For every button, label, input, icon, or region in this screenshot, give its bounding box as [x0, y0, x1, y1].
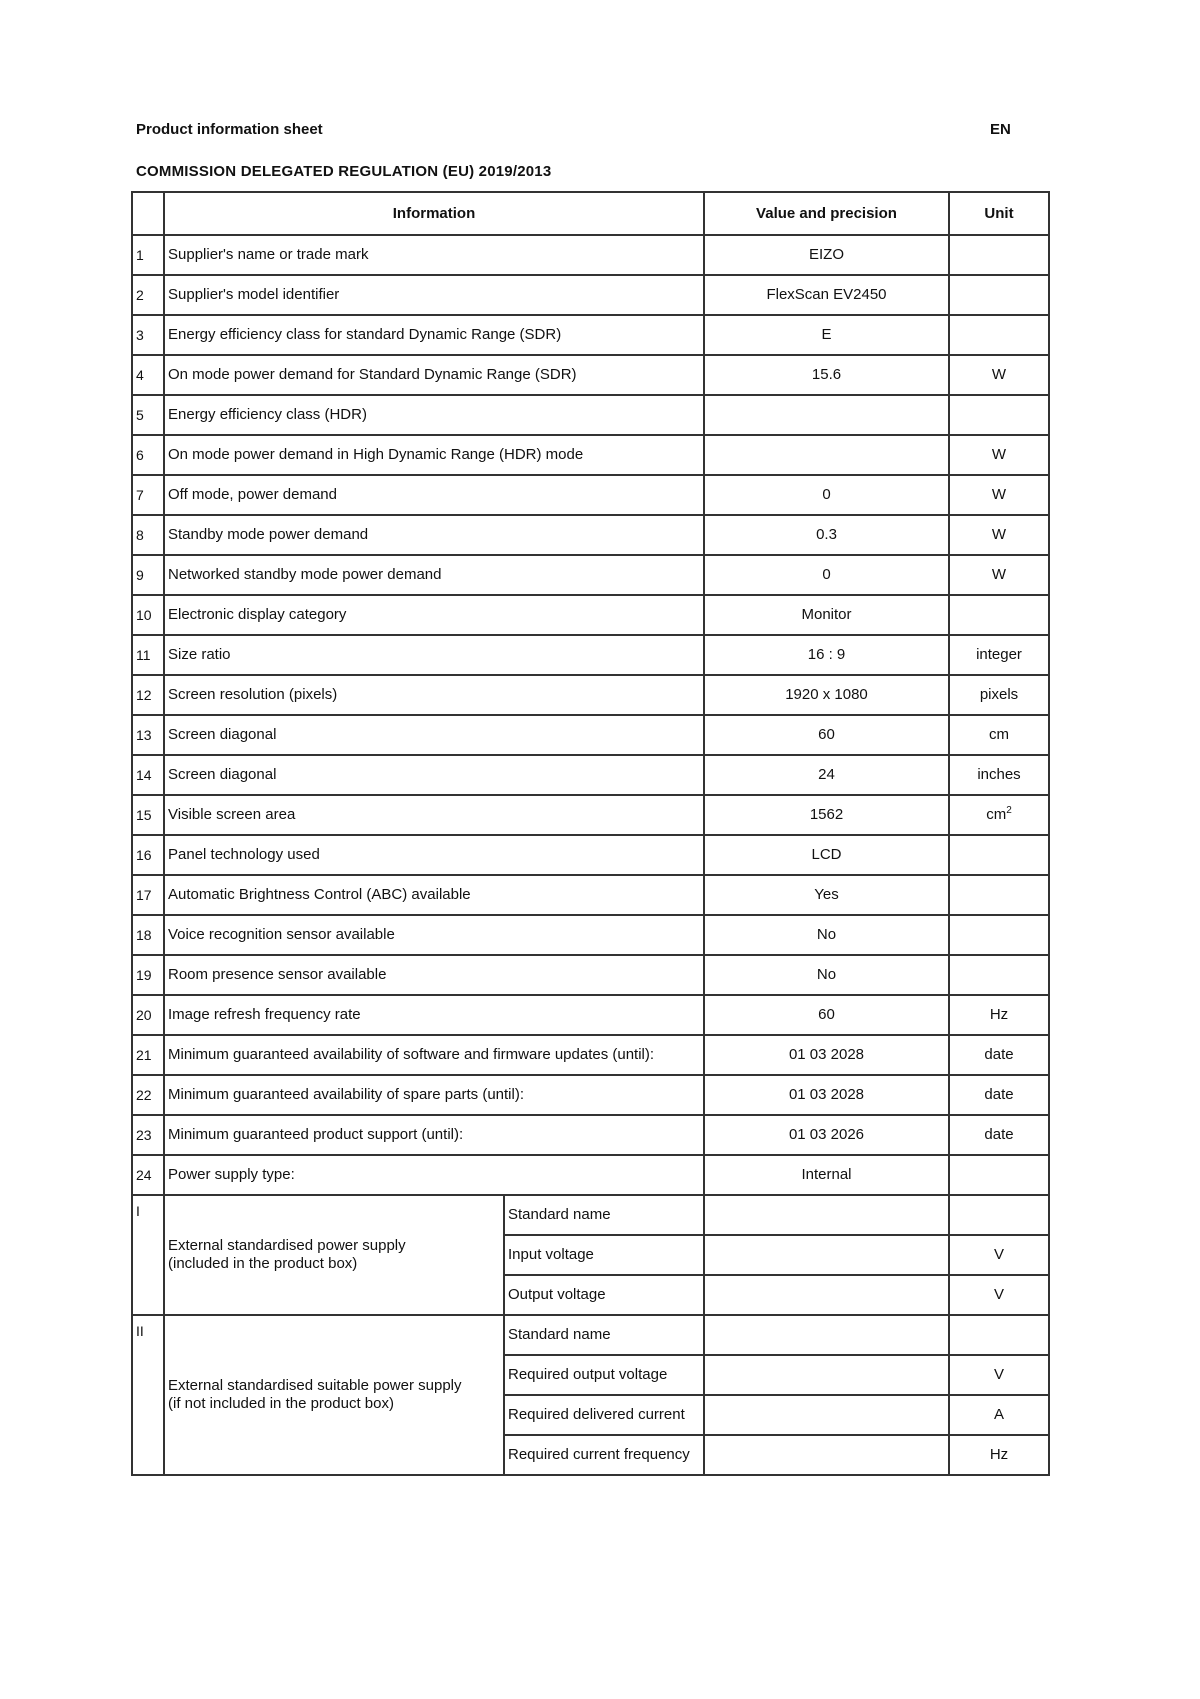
table-row [132, 1315, 1049, 1355]
product-information-table [131, 191, 1050, 1476]
table-row [132, 435, 1049, 475]
row-information: Minimum guaranteed availability of software and firmware updates (until): [164, 1035, 704, 1075]
row-value: Yes [704, 875, 949, 915]
row-number: 4 [132, 355, 164, 395]
row-value [704, 1275, 949, 1315]
row-unit: W [949, 355, 1049, 395]
row-number: 17 [132, 875, 164, 915]
row-unit: $cm^2$ [949, 795, 1049, 835]
row-number: 1 [132, 235, 164, 275]
row-number: 10 [132, 595, 164, 635]
row-information: On mode power demand in High Dynamic Range (HDR) mode [164, 435, 704, 475]
row-unit: date [949, 1035, 1049, 1075]
table-row [132, 1115, 1049, 1155]
row-value: 0.3 [704, 515, 949, 555]
row-number: 5 [132, 395, 164, 435]
row-value: 0 [704, 475, 949, 515]
table-row [132, 915, 1049, 955]
row-number: 9 [132, 555, 164, 595]
row-unit: V [949, 1235, 1049, 1275]
row-unit [949, 915, 1049, 955]
row-value: Internal [704, 1155, 949, 1195]
sub-label: Input voltage [504, 1235, 704, 1275]
table-row [132, 995, 1049, 1035]
row-value: No [704, 915, 949, 955]
table-header-row [132, 192, 1049, 235]
row-number: 7 [132, 475, 164, 515]
group-label [164, 1315, 504, 1475]
row-information: Power supply type: [164, 1155, 704, 1195]
row-value: 0 [704, 555, 949, 595]
header-information: Information [164, 192, 704, 235]
row-information: Image refresh frequency rate [164, 995, 704, 1035]
row-value [704, 1395, 949, 1435]
row-information: Size ratio [164, 635, 704, 675]
sub-label: Required current frequency [504, 1435, 704, 1475]
row-number: 2 [132, 275, 164, 315]
row-value: 15.6 [704, 355, 949, 395]
row-unit: W [949, 435, 1049, 475]
table-row [132, 955, 1049, 995]
row-information: Panel technology used [164, 835, 704, 875]
row-information: Screen diagonal [164, 715, 704, 755]
row-number: 14 [132, 755, 164, 795]
row-unit [949, 235, 1049, 275]
row-information: Energy efficiency class for standard Dynamic Range (SDR) [164, 315, 704, 355]
row-information: Visible screen area [164, 795, 704, 835]
group-label-line: External standardised suitable power supply [168, 1377, 462, 1394]
row-unit: Hz [949, 1435, 1049, 1475]
row-unit: pixels [949, 675, 1049, 715]
row-information: Room presence sensor available [164, 955, 704, 995]
row-value: 60 [704, 995, 949, 1035]
table-row [132, 1035, 1049, 1075]
row-information: Off mode, power demand [164, 475, 704, 515]
row-information: Supplier's name or trade mark [164, 235, 704, 275]
row-value [704, 1315, 949, 1355]
row-number: 20 [132, 995, 164, 1035]
row-value [704, 1435, 949, 1475]
table-row [132, 1075, 1049, 1115]
row-unit [949, 1195, 1049, 1235]
sub-label: Output voltage [504, 1275, 704, 1315]
table-body [132, 235, 1049, 1195]
row-information: Electronic display category [164, 595, 704, 635]
row-number: II [132, 1315, 164, 1475]
row-unit [949, 875, 1049, 915]
row-number: 8 [132, 515, 164, 555]
row-unit: A [949, 1395, 1049, 1435]
row-number: 13 [132, 715, 164, 755]
table-row [132, 595, 1049, 635]
row-value: EIZO [704, 235, 949, 275]
table-row [132, 275, 1049, 315]
row-unit [949, 315, 1049, 355]
row-unit: W [949, 475, 1049, 515]
row-information: Minimum guaranteed product support (until): [164, 1115, 704, 1155]
row-value: No [704, 955, 949, 995]
row-information: Energy efficiency class (HDR) [164, 395, 704, 435]
group-i-body [132, 1195, 1049, 1315]
group-label [164, 1195, 504, 1315]
table-row [132, 1195, 1049, 1235]
language-code: EN [990, 121, 1011, 138]
sub-label: Required delivered current [504, 1395, 704, 1435]
row-number: 19 [132, 955, 164, 995]
group-label-line: External standardised power supply [168, 1237, 406, 1254]
row-number: 11 [132, 635, 164, 675]
row-value [704, 1355, 949, 1395]
header-unit: Unit [949, 192, 1049, 235]
table-row [132, 795, 1049, 835]
table-row [132, 715, 1049, 755]
table-row [132, 835, 1049, 875]
header-value: Value and precision [704, 192, 949, 235]
group-label-line: (included in the product box) [168, 1255, 358, 1272]
header-number [132, 192, 164, 235]
row-information: Screen resolution (pixels) [164, 675, 704, 715]
row-number: 6 [132, 435, 164, 475]
row-unit [949, 1155, 1049, 1195]
row-information: Minimum guaranteed availability of spare parts (until): [164, 1075, 704, 1115]
sub-label: Standard name [504, 1195, 704, 1235]
row-number: 15 [132, 795, 164, 835]
row-unit [949, 1315, 1049, 1355]
row-information: Automatic Brightness Control (ABC) available [164, 875, 704, 915]
row-information: Standby mode power demand [164, 515, 704, 555]
unit-superscript: 2 [1006, 805, 1012, 816]
row-information: On mode power demand for Standard Dynamic Range (SDR) [164, 355, 704, 395]
row-unit: inches [949, 755, 1049, 795]
row-number: 3 [132, 315, 164, 355]
row-value: 1562 [704, 795, 949, 835]
sub-label: Standard name [504, 1315, 704, 1355]
row-value: 01 03 2026 [704, 1115, 949, 1155]
row-value [704, 435, 949, 475]
row-number: 23 [132, 1115, 164, 1155]
row-number: 21 [132, 1035, 164, 1075]
group-ii-body [132, 1315, 1049, 1475]
row-number: I [132, 1195, 164, 1315]
table-row [132, 635, 1049, 675]
row-value: 01 03 2028 [704, 1035, 949, 1075]
table-row [132, 235, 1049, 275]
row-value [704, 1195, 949, 1235]
row-unit: Hz [949, 995, 1049, 1035]
row-value [704, 1235, 949, 1275]
row-value: E [704, 315, 949, 355]
row-value [704, 395, 949, 435]
row-unit [949, 955, 1049, 995]
row-unit: date [949, 1115, 1049, 1155]
table-row [132, 475, 1049, 515]
row-value: Monitor [704, 595, 949, 635]
table-row [132, 875, 1049, 915]
table-row [132, 1155, 1049, 1195]
row-information: Supplier's model identifier [164, 275, 704, 315]
row-number: 16 [132, 835, 164, 875]
row-value: 60 [704, 715, 949, 755]
table-row [132, 515, 1049, 555]
row-value: 1920 x 1080 [704, 675, 949, 715]
row-unit: integer [949, 635, 1049, 675]
row-value: LCD [704, 835, 949, 875]
row-value: 24 [704, 755, 949, 795]
row-unit: V [949, 1275, 1049, 1315]
table-row [132, 315, 1049, 355]
row-unit [949, 595, 1049, 635]
row-information: Networked standby mode power demand [164, 555, 704, 595]
row-number: 24 [132, 1155, 164, 1195]
group-label-line: (if not included in the product box) [168, 1395, 394, 1412]
row-value: 01 03 2028 [704, 1075, 949, 1115]
row-information: Voice recognition sensor available [164, 915, 704, 955]
row-unit [949, 275, 1049, 315]
row-number: 18 [132, 915, 164, 955]
row-unit: cm [949, 715, 1049, 755]
row-unit [949, 395, 1049, 435]
table-row [132, 755, 1049, 795]
row-number: 12 [132, 675, 164, 715]
row-unit: W [949, 555, 1049, 595]
row-value: FlexScan EV2450 [704, 275, 949, 315]
row-unit [949, 835, 1049, 875]
sheet-title: Product information sheet [136, 121, 323, 138]
row-value: 16 : 9 [704, 635, 949, 675]
table-row [132, 355, 1049, 395]
regulation-title: COMMISSION DELEGATED REGULATION (EU) 2019/2013 [136, 163, 552, 180]
table-row [132, 675, 1049, 715]
row-unit: date [949, 1075, 1049, 1115]
row-information: Screen diagonal [164, 755, 704, 795]
row-unit: W [949, 515, 1049, 555]
table-row [132, 395, 1049, 435]
sub-label: Required output voltage [504, 1355, 704, 1395]
row-unit: V [949, 1355, 1049, 1395]
row-number: 22 [132, 1075, 164, 1115]
table-row [132, 555, 1049, 595]
